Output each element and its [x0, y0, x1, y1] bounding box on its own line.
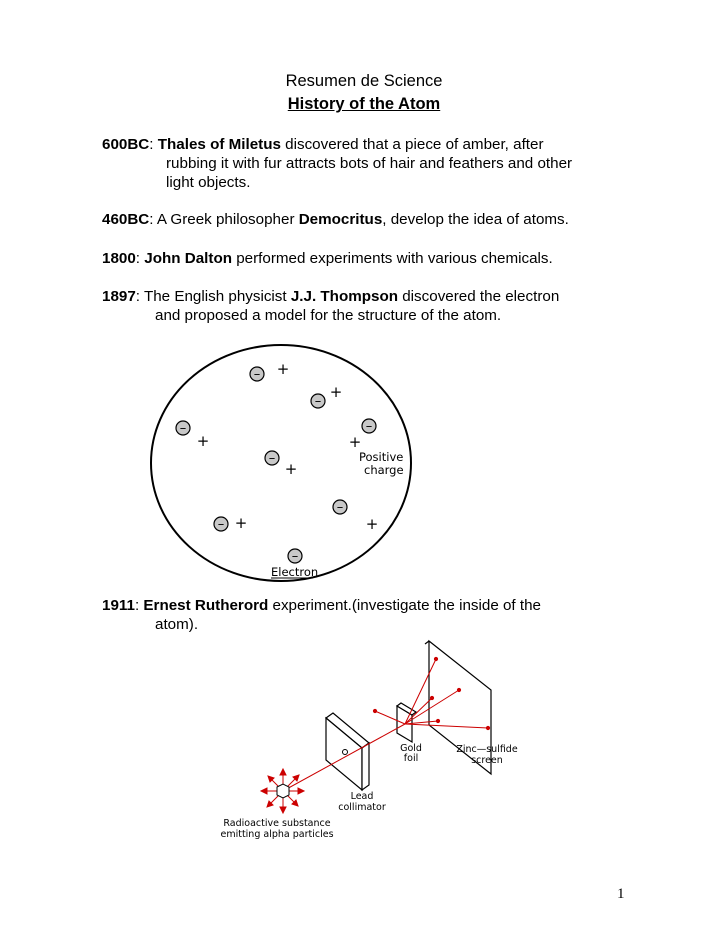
zinc-screen-label: Zinc—sulfide	[456, 744, 518, 755]
scatter-hit	[457, 688, 460, 691]
positive-sign: +	[365, 515, 379, 533]
scatter-hit	[373, 709, 376, 712]
lead-collimator-label: Lead	[350, 791, 374, 802]
electron-sign: –	[365, 419, 373, 434]
entry-lead: :	[149, 136, 158, 153]
arrowhead	[298, 788, 304, 794]
entry-text: , develop the idea of atoms.	[382, 211, 569, 228]
arrowhead	[280, 807, 286, 813]
source-label: Radioactive substance	[223, 818, 331, 829]
entry-year: 1800	[102, 250, 136, 267]
entry-person: Democritus	[298, 211, 383, 228]
scatter-hit	[486, 726, 489, 729]
positive-sign: +	[329, 383, 343, 401]
document-title: Resumen de Science	[285, 72, 443, 90]
positive-sign: +	[348, 433, 362, 451]
electron-sign: –	[179, 421, 187, 436]
electron-sign: –	[336, 500, 344, 515]
entry-year: 1897	[102, 288, 136, 305]
page-number: 1	[617, 886, 625, 902]
electron-sign: –	[217, 517, 225, 532]
zinc-screen-label: screen	[471, 755, 503, 766]
entry-lead: : The English physicist	[135, 288, 291, 305]
electron-sign: –	[314, 394, 322, 409]
positive-sign: +	[284, 460, 298, 478]
entry-year: 1911	[102, 597, 135, 614]
entry-person: Ernest Rutherord	[143, 597, 269, 614]
entry-person: J.J. Thompson	[290, 288, 399, 305]
scatter-hit	[434, 657, 437, 660]
entry-continuation: rubbing it with fur attracts bots of hair and feathers and other	[166, 155, 573, 172]
lead-collimator-label: collimator	[338, 802, 386, 813]
electron-sign: –	[253, 367, 261, 382]
scatter-hit	[430, 696, 433, 699]
positive-charge-label: charge	[364, 463, 404, 477]
entry-continuation: atom).	[155, 616, 199, 633]
electron-sign: –	[291, 549, 299, 564]
entry-year: 460BC	[102, 211, 150, 228]
entry-lead: :	[134, 597, 144, 614]
entry-text: discovered that a piece of amber, after	[280, 136, 544, 153]
entry-lead: :	[135, 250, 145, 267]
electron-sign: –	[268, 451, 276, 466]
source-cube	[277, 784, 289, 798]
entry-person: John Dalton	[144, 250, 232, 267]
electron-label: Electron	[271, 565, 319, 579]
positive-charge-label: Positive	[359, 450, 404, 464]
lead-collimator-edge	[362, 743, 369, 790]
arrowhead	[261, 788, 267, 794]
entry-continuation: and proposed a model for the structure of the atom.	[155, 307, 502, 324]
entry-person: Thales of Miletus	[157, 136, 281, 153]
entry-text: discovered the electron	[398, 288, 560, 305]
positive-sign: +	[196, 432, 210, 450]
source-label: emitting alpha particles	[220, 829, 334, 840]
document-subtitle: History of the Atom	[287, 95, 441, 113]
positive-sign: +	[234, 514, 248, 532]
entry-year: 600BC	[102, 136, 150, 153]
arrowhead	[280, 769, 286, 775]
gold-foil-label: foil	[403, 753, 419, 764]
entry-text: performed experiments with various chemicals.	[232, 250, 553, 267]
entry-continuation: light objects.	[166, 174, 251, 191]
entry-lead: : A Greek philosopher	[149, 211, 299, 228]
positive-sign: +	[276, 360, 290, 378]
collimator-hole	[343, 750, 348, 755]
scatter-hit	[436, 719, 439, 722]
entry-text: experiment.(investigate the inside of the	[268, 597, 541, 614]
gold-foil-label: Gold	[400, 743, 422, 754]
